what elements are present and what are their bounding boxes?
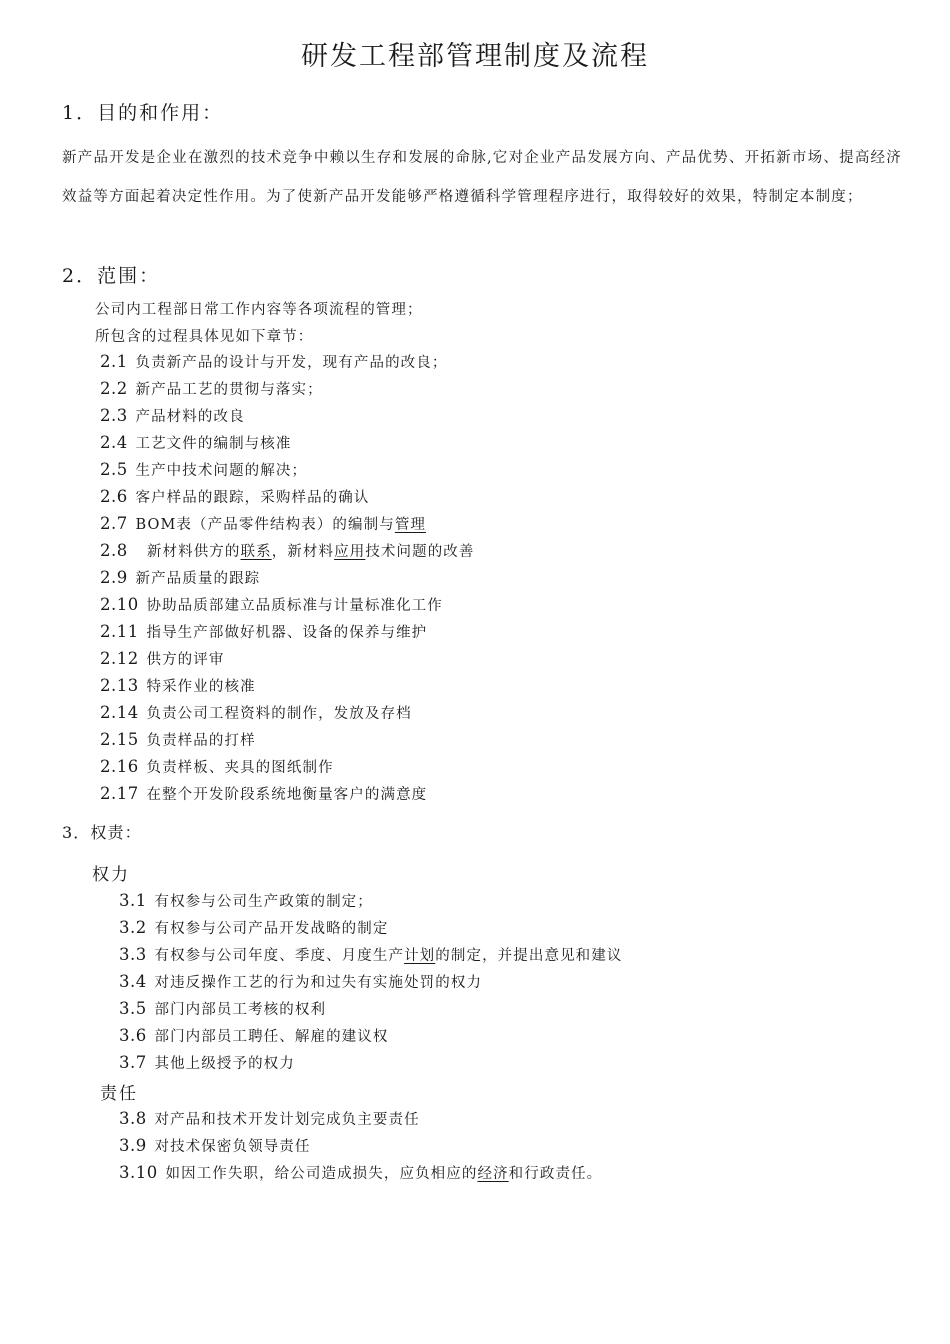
item-number: 3.9 — [119, 1136, 147, 1155]
list-item — [119, 1135, 310, 1156]
list-item — [119, 1052, 295, 1073]
item-number: 2.5 — [100, 460, 128, 479]
duty-label: 责任 — [100, 1084, 138, 1104]
item-number: 2.3 — [100, 406, 128, 425]
item-text: 指导生产部做好机器、设备的保养与维护 — [146, 625, 428, 641]
item-number: 2.15 — [100, 730, 139, 749]
item-number: 2.12 — [100, 649, 139, 668]
item-text: 技术问题的改善 — [365, 544, 475, 560]
list-item — [119, 890, 373, 911]
item-text: 对违反操作工艺的行为和过失有实施处罚的权力 — [154, 975, 483, 991]
item-text: 其他上级授予的权力 — [154, 1056, 295, 1072]
section-2-intro-1: 公司内工程部日常工作内容等各项流程的管理； — [95, 302, 423, 318]
item-text-underlined: 联系 — [240, 544, 272, 560]
list-item — [100, 540, 475, 561]
item-number: 2.8 — [100, 541, 128, 560]
section-1-paragraph: 新产品开发是企业在激烈的技术竞争中赖以生存和发展的命脉,它对企业产品发展方向、产品优势、开拓新市场、提高经济效益等方面起着决定性作用。为了使新产品开发能够严格遵循科学管理程序进行，取得较好的效果，特制定本制度； — [62, 150, 902, 205]
section-2-intro-2: 所包含的过程具体见如下章节： — [95, 329, 314, 345]
item-text-underlined: 应用 — [334, 544, 366, 560]
item-text: 供方的评审 — [146, 652, 225, 668]
list-item — [100, 648, 224, 669]
list-item — [100, 567, 260, 588]
list-item — [100, 351, 447, 372]
list-item — [119, 1025, 388, 1046]
item-text: 负责样板、夹具的图纸制作 — [146, 760, 334, 776]
list-item — [100, 432, 291, 453]
item-number: 3.1 — [119, 891, 147, 910]
item-text: 客户样品的跟踪，采购样品的确认 — [135, 490, 370, 506]
item-text: 在整个开发阶段系统地衡量客户的满意度 — [146, 787, 428, 803]
item-number: 2.14 — [100, 703, 139, 722]
item-text: 负责新产品的设计与开发，现有产品的改良； — [135, 355, 448, 371]
item-text: 新产品质量的跟踪 — [135, 571, 261, 587]
item-number: 2.2 — [100, 379, 128, 398]
item-number: 3.6 — [119, 1026, 147, 1045]
item-text: ，新材料 — [271, 544, 335, 560]
list-item — [100, 729, 256, 750]
item-text: 对产品和技术开发计划完成负主要责任 — [154, 1112, 420, 1128]
item-text: 负责公司工程资料的制作，发放及存档 — [146, 706, 412, 722]
item-text: 部门内部员工聘任、解雇的建议权 — [154, 1029, 389, 1045]
document-title: 研发工程部管理制度及流程 — [301, 41, 649, 72]
list-item — [100, 756, 334, 777]
item-text: 有权参与公司生产政策的制定； — [154, 894, 373, 910]
list-item — [100, 405, 245, 426]
item-number: 3.2 — [119, 918, 147, 937]
item-text: 产品材料的改良 — [135, 409, 245, 425]
item-number: 2.6 — [100, 487, 128, 506]
item-number: 3.10 — [119, 1163, 158, 1182]
item-number: 3.5 — [119, 999, 147, 1018]
item-text: 工艺文件的编制与核准 — [135, 436, 292, 452]
item-text-underlined: 管理 — [394, 517, 427, 533]
item-number: 3.3 — [119, 945, 147, 964]
item-text: 生产中技术问题的解决； — [135, 463, 308, 479]
item-number: 3.8 — [119, 1109, 147, 1128]
list-item — [100, 513, 426, 534]
item-text-underlined: 计划 — [404, 948, 436, 964]
section-2-heading: 2．范围： — [62, 265, 161, 287]
section-3-heading: 3．权责： — [62, 823, 142, 842]
item-number: 2.9 — [100, 568, 128, 587]
item-number: 2.4 — [100, 433, 128, 452]
item-number: 2.13 — [100, 676, 139, 695]
list-item — [100, 702, 412, 723]
list-item — [119, 998, 326, 1019]
list-item — [119, 1162, 602, 1183]
list-item — [100, 459, 307, 480]
list-item — [100, 621, 427, 642]
list-item — [100, 675, 256, 696]
item-number: 2.7 — [100, 514, 128, 533]
item-number: 3.4 — [119, 972, 147, 991]
list-item — [100, 378, 323, 399]
item-number: 2.10 — [100, 595, 139, 614]
item-text: 有权参与公司产品开发战略的制定 — [154, 921, 389, 937]
item-text-underlined: 经济 — [477, 1166, 509, 1182]
list-item — [119, 944, 622, 965]
item-number: 2.16 — [100, 757, 139, 776]
list-item — [100, 783, 427, 804]
list-item — [100, 486, 369, 507]
item-text: 负责样品的打样 — [146, 733, 256, 749]
item-text: 协助品质部建立品质标准与计量标准化工作 — [146, 598, 443, 614]
item-text: 如因工作失职，给公司造成损失，应负相应的 — [165, 1166, 478, 1182]
item-number: 2.11 — [100, 622, 139, 641]
list-item — [100, 594, 443, 615]
section-1-heading: 1．目的和作用： — [62, 102, 224, 124]
list-item — [119, 1108, 420, 1129]
list-item — [119, 917, 388, 938]
item-text: 和行政责任。 — [508, 1166, 603, 1182]
item-text: 有权参与公司年度、季度、月度生产 — [154, 948, 405, 964]
item-text: 新产品工艺的贯彻与落实； — [135, 382, 323, 398]
list-item — [119, 971, 482, 992]
item-text: BOM表（产品零件结构表）的编制与 — [135, 517, 395, 533]
item-number: 2.17 — [100, 784, 139, 803]
item-text: 的制定，并提出意见和建议 — [435, 948, 623, 964]
item-text: 对技术保密负领导责任 — [154, 1139, 311, 1155]
item-number: 2.1 — [100, 352, 128, 371]
item-text: 新材料供方的 — [146, 544, 241, 560]
item-number: 3.7 — [119, 1053, 147, 1072]
item-text: 部门内部员工考核的权利 — [154, 1002, 327, 1018]
item-text: 特采作业的核准 — [146, 679, 256, 695]
power-label: 权力 — [92, 865, 130, 885]
